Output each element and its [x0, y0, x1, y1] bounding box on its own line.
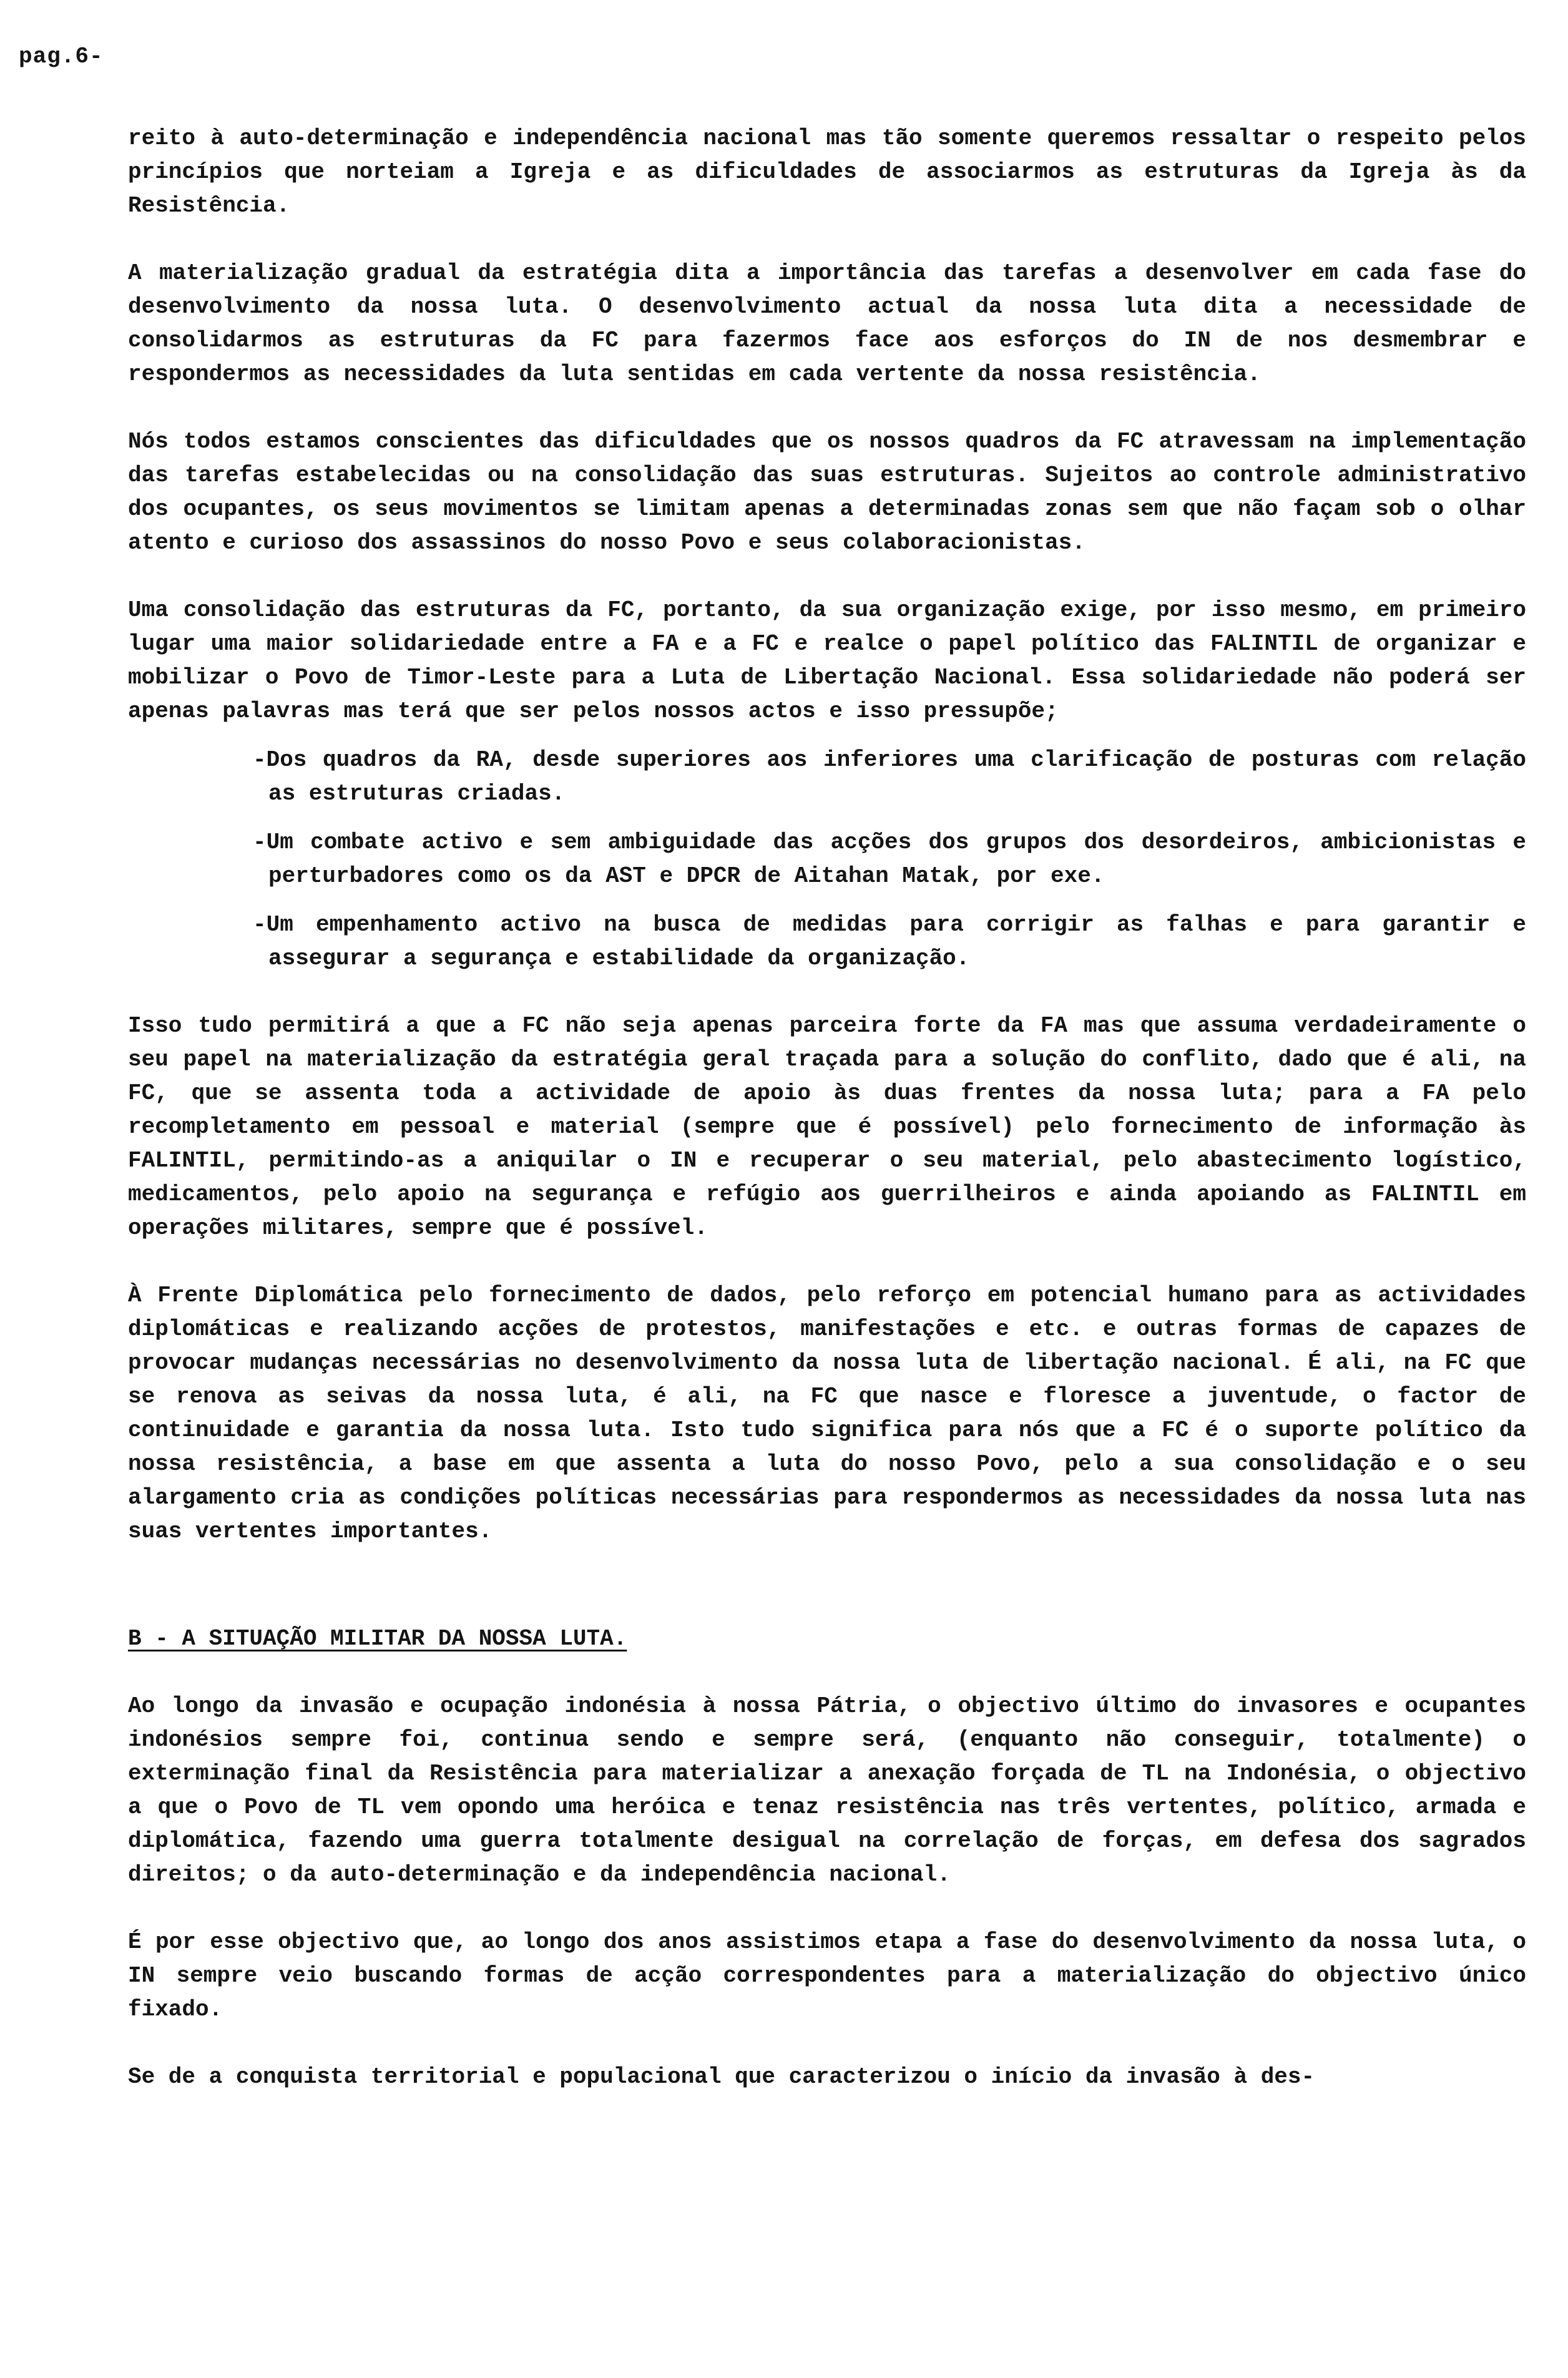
requirements-list: [128, 743, 1526, 976]
paragraph: A materialização gradual da estratégia dita a importância das tarefas a desenvolver em cada fase do desenvolvimento da nossa luta. O desenvolvimento actual da nossa luta dita a necessidade de consolidarmos as estruturas da FC para fazermos face aos esforços do IN de nos desmembrar e respondermos as necessidades da luta sentidas em cada vertente da nossa resistência.: [128, 260, 1526, 387]
paragraph: reito à auto-determinação e independência nacional mas tão somente queremos ressaltar o respeito pelos princípios que norteiam a Igreja e as dificuldades de associarmos as estruturas da Igreja às da Resistência.: [128, 125, 1526, 218]
list-item: -Um empenhamento activo na busca de medidas para corrigir as falhas e para garantir e assegurar a segurança e estabilidade da organização.: [253, 912, 1526, 971]
document-body: [128, 122, 1526, 2128]
list-item: -Um combate activo e sem ambiguidade das acções dos grupos dos desordeiros, ambicionistas e perturbadores como os da AST e DPCR de Aitahan Matak, por exe.: [253, 829, 1526, 889]
paragraph: Isso tudo permitirá a que a FC não seja apenas parceira forte da FA mas que assuma verdadeiramente o seu papel na materialização da estratégia geral traçada para a solução do conflito, dado que é ali, na FC, que se assenta toda a actividade de apoio às duas frentes da nossa luta; para a FA pelo recompletamento em pessoal e material (sempre que é possível) pelo fornecimento de informação às FALINTIL, permitindo-as a aniquilar o IN e recuperar o seu material, pelo abastecimento logístico, medicamentos, pelo apoio na segurança e refúgio aos guerrilheiros e ainda apoiando as FALINTIL em operações militares, sempre que é possível.: [128, 1013, 1526, 1241]
paragraph: À Frente Diplomática pelo fornecimento de dados, pelo reforço em potencial humano para as actividades diplomáticas e realizando acções de protestos, manifestações e etc. e outras formas de capazes de provocar mudanças necessárias no desenvolvimento da nossa luta de libertação nacional. É ali, na FC que se renova as seivas da nossa luta, é ali, na FC que nasce e floresce a juventude, o factor de continuidade e garantia da nossa luta. Isto tudo significa para nós que a FC é o suporte político da nossa resistência, a base em que assenta a luta do nosso Povo, pelo a sua consolidação e o seu alargamento cria as condições políticas necessárias para respondermos as necessidades da nossa luta nas suas vertentes importantes.: [128, 1283, 1526, 1544]
paragraph: Uma consolidação das estruturas da FC, portanto, da sua organização exige, por isso mesmo, em primeiro lugar uma maior solidariedade entre a FA e a FC e realce o papel político das FALINTIL de organizar e mobilizar o Povo de Timor-Leste para a Luta de Libertação Nacional. Essa solidariedade não poderá ser apenas palavras mas terá que ser pelos nossos actos e isso pressupõe;: [128, 597, 1526, 724]
paragraph: É por esse objectivo que, ao longo dos anos assistimos etapa a fase do desenvolvimento da nossa luta, o IN sempre veio buscando formas de acção correspondentes para a materialização do objectivo único fixado.: [128, 1929, 1526, 2022]
page-number: pag.6-: [19, 44, 104, 69]
list-item: -Dos quadros da RA, desde superiores aos inferiores uma clarificação de posturas com relação as estruturas criadas.: [253, 747, 1526, 806]
paragraph: Nós todos estamos conscientes das dificuldades que os nossos quadros da FC atravessam na implementação das tarefas estabelecidas ou na consolidação das suas estruturas. Sujeitos ao controle administrativo dos ocupantes, os seus movimentos se limitam apenas a determinadas zonas sem que não façam sob o olhar atento e curioso dos assassinos do nosso Povo e seus colaboracionistas.: [128, 429, 1526, 555]
paragraph: Se de a conquista territorial e populacional que caracterizou o início da invasão à des-: [128, 2064, 1315, 2090]
paragraph: Ao longo da invasão e ocupação indonésia à nossa Pátria, o objectivo último do invasores e ocupantes indonésios sempre foi, continua sendo e sempre será, (enquanto não conseguir, totalmente) o exterminação final da Resistência para materializar a anexação forçada de TL na Indonésia, o objectivo a que o Povo de TL vem opondo uma heróica e tenaz resistência nas três vertentes, político, armada e diplomática, fazendo uma guerra totalmente desigual na correlação de forças, em defesa dos sagrados direitos; o da auto-determinação e da independência nacional.: [128, 1693, 1526, 1887]
section-heading: B - A SITUAÇÃO MILITAR DA NOSSA LUTA.: [128, 1626, 627, 1651]
